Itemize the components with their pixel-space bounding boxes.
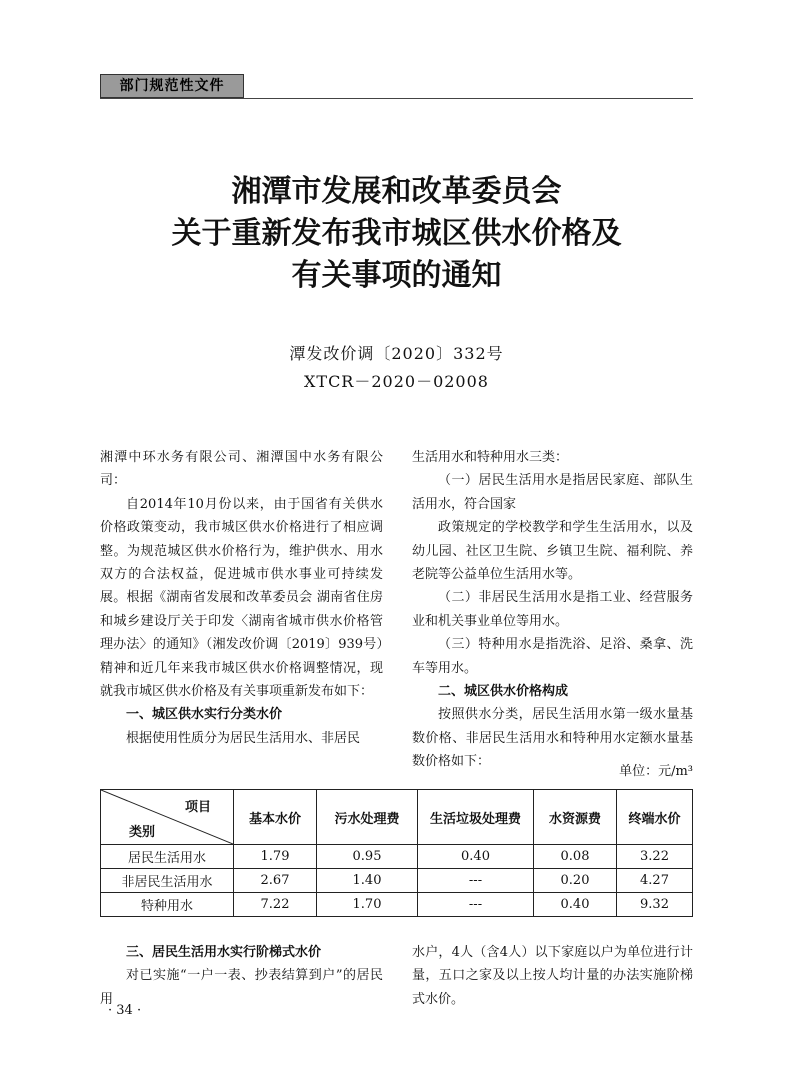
row-category: 特种用水 [101, 893, 234, 917]
table-cell: 0.20 [534, 869, 617, 893]
paragraph-2: 按照供水分类，居民生活用水第一级水量基数价格、非居民生活用水和特种用水定额水量基数价格如下： [412, 707, 693, 770]
table-cell: 1.70 [317, 893, 418, 917]
corner-bottom-label: 类别 [129, 825, 156, 840]
table-cell: 7.22 [234, 893, 317, 917]
row-category: 居民生活用水 [101, 845, 234, 869]
table-cell: 0.08 [534, 845, 617, 869]
corner-cell [101, 790, 234, 845]
paragraph-1: 根据使用性质分为居民生活用水、非居民 [126, 730, 361, 746]
heading-3: 三、居民生活用水实行阶梯式水价 [126, 945, 322, 960]
column-header: 生活垃圾处理费 [418, 790, 534, 845]
heading-2: 二、城区供水价格构成 [438, 684, 569, 700]
table-cell: --- [418, 869, 534, 893]
row-category: 非居民生活用水 [101, 869, 234, 893]
table-cell: 1.79 [234, 845, 317, 869]
price-table [100, 789, 693, 917]
table-row [101, 893, 693, 917]
paragraph-1-cont: 生活用水和特种用水三类： [412, 450, 569, 465]
column-header: 污水处理费 [317, 790, 418, 845]
table-cell: --- [418, 893, 534, 917]
title-line-1: 湘潭市发展和改革委员会 [231, 174, 562, 209]
title-line-2: 关于重新发布我市城区供水价格及 [171, 216, 622, 251]
intro-paragraph: 自2014年10月份以来，由于国省有关供水价格政策变动，我市城区供水价格进行了相应调整。为规范城区供水价格行为，维护供水、用水双方的合法权益，促进城市供水事业可持续发展。根据《湖南省发展和改革委员会 湖南省住房和城乡建设厅关于印发〈湖南省城市供水价格管理办法〉的通知》（湘发改价调〔2019〕939号）精神和近几年来我市城区供水价格调整情况，现就我市城区供水价格及有关事项重新发布如下： [100, 496, 383, 700]
corner-top-label: 项目 [184, 800, 211, 815]
bottom-right-column [412, 941, 693, 1011]
section-tag: 部门规范性文件 [100, 74, 244, 98]
table-cell: 3.22 [617, 845, 693, 869]
bottom-right-paragraph: 水户，4人（含4人）以下家庭以户为单位进行计量，五口之家及以上按人均计量的办法实施阶梯式水价。 [412, 945, 693, 1007]
doc-code: XTCR－2020－02008 [304, 372, 489, 391]
table-row [101, 869, 693, 893]
page-number: · 34 · [108, 1003, 142, 1018]
item-1: （一）居民生活用水是指居民家庭、部队生活用水，符合国家 [412, 473, 693, 512]
diagonal-line [101, 790, 233, 844]
item-3: （三）特种用水是指洗浴、足浴、桑拿、洗车等用水。 [412, 637, 693, 676]
table-cell: 9.32 [617, 893, 693, 917]
left-column [100, 446, 383, 750]
table-cell: 0.95 [317, 845, 418, 869]
bottom-left-column [100, 941, 383, 1011]
table-cell: 4.27 [617, 869, 693, 893]
addressee: 湘潭中环水务有限公司、湘潭国中水务有限公司： [100, 450, 383, 489]
header-rule [100, 98, 693, 99]
table-cell: 1.40 [317, 869, 418, 893]
column-header: 基本水价 [234, 790, 317, 845]
title-line-3: 有关事项的通知 [291, 258, 502, 293]
item-2: （二）非居民生活用水是指工业、经营服务业和机关事业单位等用水。 [412, 590, 693, 629]
right-column [412, 446, 693, 774]
heading-1: 一、城区供水实行分类水价 [126, 707, 283, 723]
item-1-cont: 政策规定的学校教学和学生生活用水，以及幼儿园、社区卫生院、乡镇卫生院、福利院、养老院等公益单位生活用水等。 [412, 520, 693, 583]
table-row [101, 845, 693, 869]
table-header-row [101, 790, 693, 845]
table-cell: 0.40 [534, 893, 617, 917]
column-header: 水资源费 [534, 790, 617, 845]
column-header: 终端水价 [617, 790, 693, 845]
bottom-left-paragraph: 对已实施“一户一表、抄表结算到户”的居民用 [100, 968, 383, 1007]
table-cell: 2.67 [234, 869, 317, 893]
doc-number: 潭发改价调〔2020〕332号 [289, 344, 504, 363]
unit-label: 单位：元/m³ [619, 764, 693, 779]
table-cell: 0.40 [418, 845, 534, 869]
